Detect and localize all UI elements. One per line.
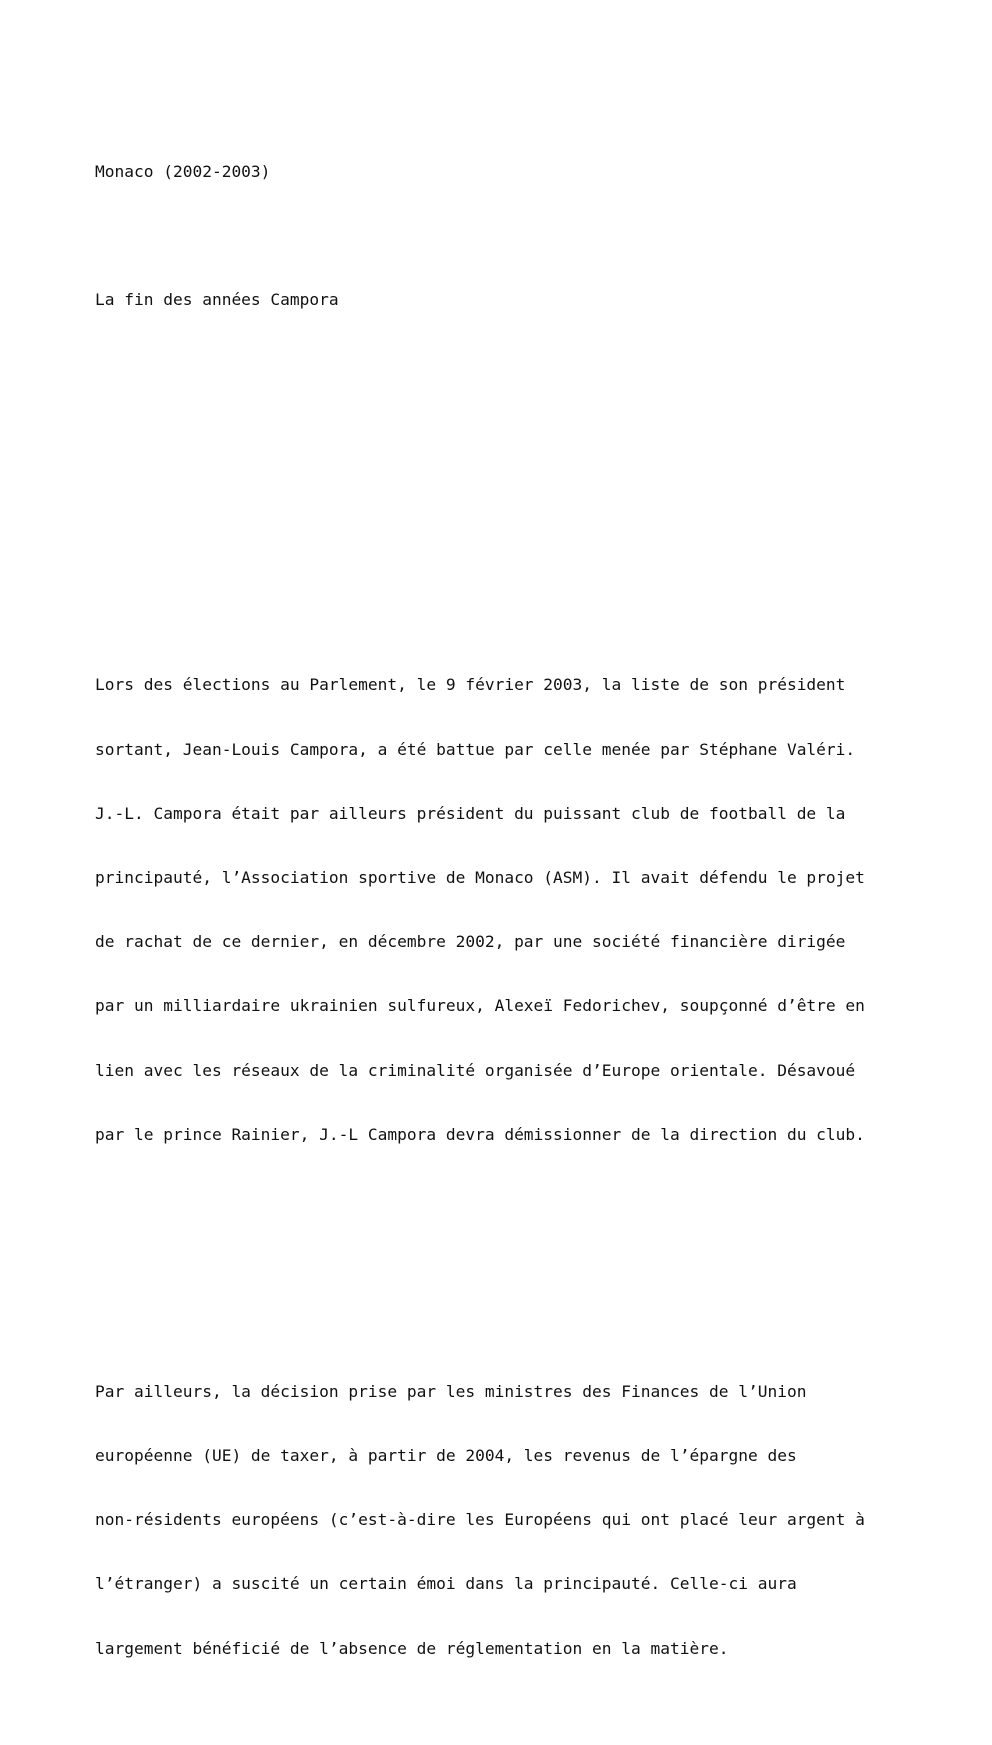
document-title: Monaco (2002-2003)	[95, 161, 271, 181]
paragraph-line: J.-L. Campora était par ailleurs président du puissant club de football de la	[95, 803, 846, 823]
paragraph-line: l’étranger) a suscité un certain émoi dans la principauté. Celle-ci aura	[95, 1574, 797, 1594]
blank-line	[95, 225, 955, 246]
blank-line	[95, 482, 955, 503]
paragraph-line: largement bénéficié de l’absence de réglementation en la matière.	[95, 1638, 729, 1658]
document-body	[95, 118, 955, 1745]
paragraph-line: principauté, l’Association sportive de Monaco (ASM). Il avait défendu le projet	[95, 868, 865, 888]
paragraph-line: lien avec les réseaux de la criminalité organisée d’Europe orientale. Désavoué	[95, 1060, 856, 1080]
paragraph-line: par un milliardaire ukrainien sulfureux, Alexeï Fedorichev, soupçonné d’être en	[95, 996, 865, 1016]
blank-line	[95, 1252, 955, 1273]
paragraph-line: européenne (UE) de taxer, à partir de 2004, les revenus de l’épargne des	[95, 1445, 797, 1465]
paragraph-line: sortant, Jean-Louis Campora, a été battue par celle menée par Stéphane Valéri.	[95, 739, 856, 759]
paragraph-line: Par ailleurs, la décision prise par les ministres des Finances de l’Union	[95, 1381, 807, 1401]
blank-line	[95, 353, 955, 374]
paragraph-line: de rachat de ce dernier, en décembre 2002, par une société financière dirigée	[95, 932, 846, 952]
paragraph-line: par le prince Rainier, J.-L Campora devra démissionner de la direction du club.	[95, 1124, 865, 1144]
paragraph-1	[95, 632, 955, 1188]
document-subtitle: La fin des années Campora	[95, 290, 339, 310]
blank-line	[95, 418, 955, 439]
paragraph-line: Lors des élections au Parlement, le 9 février 2003, la liste de son président	[95, 675, 846, 695]
paragraph-line: non-résidents européens (c’est-à-dire les Européens qui ont placé leur argent à	[95, 1510, 865, 1530]
blank-line	[95, 546, 955, 567]
paragraph-2	[95, 1338, 955, 1702]
